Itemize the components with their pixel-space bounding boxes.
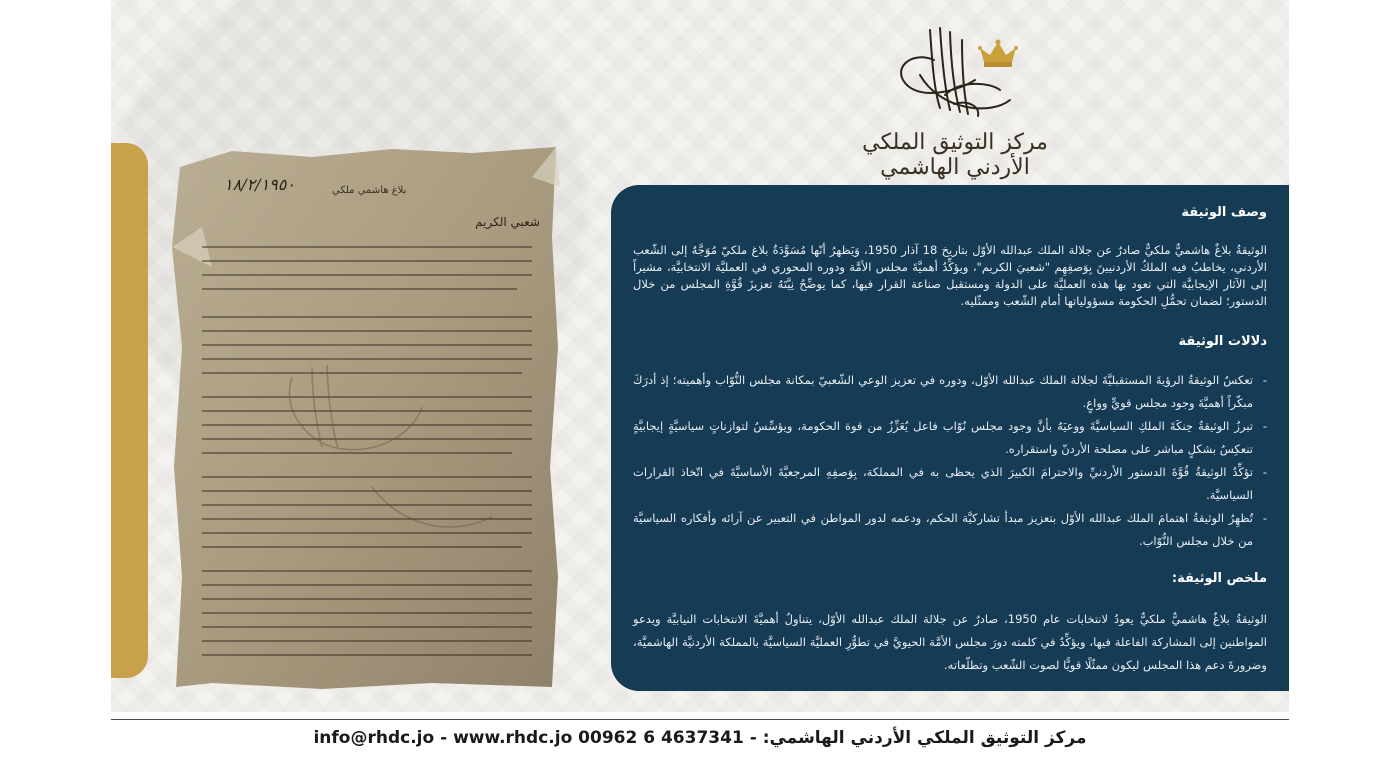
footer-separator: - (440, 728, 448, 748)
significance-list (633, 369, 1267, 553)
footer-org: مركز التوثيق الملكي الأردني الهاشمي: (762, 728, 1087, 748)
footer-website[interactable]: www.rhdc.jo (453, 728, 573, 748)
significance-item: - تبرزُ الوثيقةُ حِنكَةَ الملكِ السياسيَّةَ ووعيَهُ بأنَّ وجود مجلس نُوّاب فاعل يُعَزِّزُ من قوة الحكومة، ويؤسِّسُ لتوازناتٍ سياسيَّةٍ إيجابيَّةٍ تنعكِسُ بشكلٍ مباشر على مصلحة الأردنّ واستقراره. (633, 415, 1267, 461)
rhdc-logo (850, 20, 1060, 180)
footer-contact (0, 728, 1400, 748)
center-name: مركز التوثيق الملكي الأردني الهاشمي (862, 130, 1048, 180)
gold-accent-tab (111, 143, 148, 678)
footer-email[interactable]: info@rhdc.jo (313, 728, 435, 748)
letter-date: ١٨/٢/١٩٥٠ (224, 175, 295, 194)
footer-divider (111, 719, 1289, 720)
significance-item: - تؤكِّدُ الوثيقةُ قُوَّةَ الدستور الأردنيِّ والاحترامَ الكبيرَ الذي يحظى به في المملكة، بِوَصفِهِ المرجعيَّةَ الأساسيَّةَ في اتّخاذ القرارات السياسيَّة. (633, 461, 1267, 507)
significance-item: - تعكسُ الوثيقةُ الرؤيةَ المستقبليَّةَ لجلالة الملك عبدالله الأوّل، ودوره في تعزيز الوعي الشّعبيّ بمكانة مجلس النُّوّاب وأهميته؛ إذ أدرَكَ مبكّراً أهميَّةَ وجود مجلس قويٍّ وواعٍ. (633, 369, 1267, 415)
summary-heading: ملخص الوثيقة: (1171, 571, 1267, 586)
description-text: الوثيقةُ بلاغٌ هاشميٌّ ملكيٌّ صادرٌ عن جلالة الملك عبدالله الأوّل بتاريخ 18 آذار 1950، وَيَظهرُ أنّها مُسَوَّدَةُ بلاغ ملكيّ مُوَجَّهٌ إلى الشّعب الأردني، يخاطبُ فيه الملكُ الأردنيينَ بِوَصفِهِم "شعبيَ الكريم"، ويؤكِّدُ أهميَّةَ مجلس الأمَّة ودوره المحوري في العمليَّة الانتخابيَّة، مشيراً إلى الآثار الإيجابيَّة التي تعود بها هذه العمليَّة على الدولة ومستقبل صناعة القرار فيها، كما يوضِّحُ نِيَّتَهُ تعزيزَ قُوَّةِ المجلس من خلال الدستور؛ لضمان تحمُّلِ الحكومة مسؤولياتها أمام الشّعب وممثّليه. (633, 243, 1267, 308)
letter-greeting: شعبي الكريم (475, 215, 540, 229)
footer-phone: 00962 6 4637341 (578, 728, 744, 748)
significance-item: - تُظهِرُ الوثيقةُ اهتمامَ الملك عبدالله الأوّل بتعزيز مبدأ تشاركيَّة الحكم، ودعمه لدور المواطن في التعبير عن آرائه وأفكاره السياسيَّة من خلال مجلس النُّوّاب. (633, 507, 1267, 553)
crown-icon (978, 40, 1018, 68)
footer-separator: - (749, 728, 757, 748)
letter-title: بلاغ هاشمي ملكي (332, 185, 407, 196)
tughra-emblem (850, 20, 1060, 130)
document-info-panel (611, 185, 1289, 691)
historic-letter-image (172, 147, 560, 689)
summary-text: الوثيقةُ بلاغٌ هاشميٌّ ملكيٌّ يعودُ لانتخابات عام 1950، صادرٌ عن جلالة الملك عبدالله الأوّل، يتناولُ أهميَّةَ الانتخابات النيابيَّة ويدعو المواطنين إلى المشاركة الفاعلة فيها، ويؤكِّدُ في كلمته دورَ مجلس الأمَّة الحيويَّ في تطوُّرِ العمليَّة السياسيَّة بالمملكة الأردنيَّة الهاشميَّة، وضرورةَ دعم هذا المجلس ليكون ممثّلًا قويًّا لصوت الشّعب وتطلّعاته. (633, 612, 1267, 672)
significance-heading: دلالات الوثيقة (1178, 334, 1267, 349)
description-heading: وصف الوثيقة (1181, 205, 1267, 220)
